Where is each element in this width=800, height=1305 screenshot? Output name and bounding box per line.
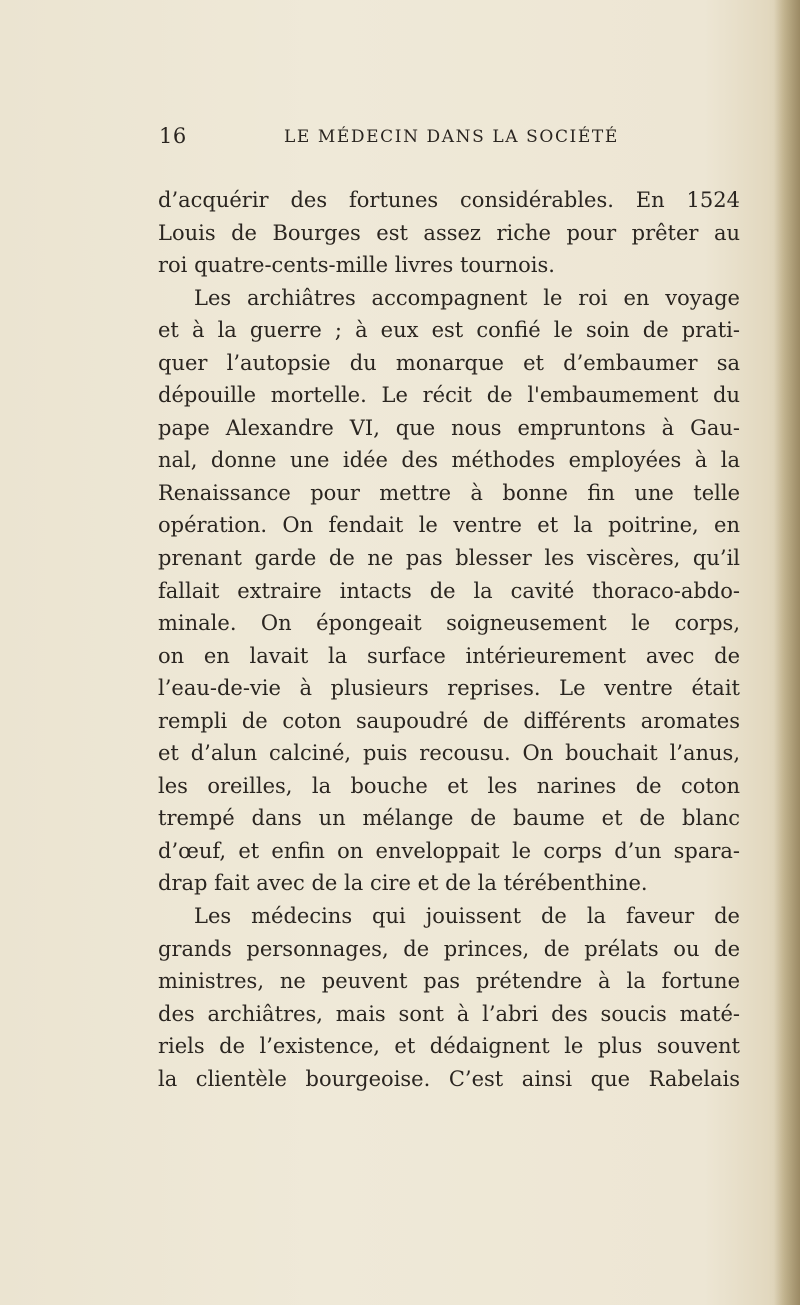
- text-line: dépouille mortelle. Le récit de l'embaumement du: [158, 383, 740, 408]
- text-line: minale. On épongeait soigneusement le corps,: [158, 611, 740, 636]
- text-line: trempé dans un mélange de baume et de blanc: [158, 806, 740, 831]
- text-line: d’acquérir des fortunes considérables. En 1524: [158, 188, 740, 212]
- body-text: [158, 184, 740, 1095]
- text-line: quer l’autopsie du monarque et d’embaumer sa: [158, 350, 740, 375]
- text-line: fallait extraire intacts de la cavité thoraco-abdo-: [158, 578, 740, 603]
- text-line: Les médecins qui jouissent de la faveur de: [194, 904, 740, 929]
- text-line: prenant garde de ne pas blesser les viscères, qu’il: [158, 546, 740, 571]
- text-line: rempli de coton saupoudré de différents aromates: [158, 708, 740, 733]
- page-edge-shadow: [774, 0, 800, 1305]
- text-line: des archiâtres, mais sont à l’abri des soucis maté-: [158, 1001, 740, 1026]
- text-line: riels de l’existence, et dédaignent le plus souvent: [158, 1034, 740, 1059]
- running-head: [0, 124, 800, 154]
- text-line: ministres, ne peuvent pas prétendre à la fortune: [158, 969, 740, 994]
- text-line: grands personnages, de princes, de prélats ou de: [158, 936, 740, 961]
- page-number: 16: [159, 124, 187, 148]
- text-line: Les archiâtres accompagnent le roi en voyage: [194, 285, 740, 310]
- text-line: et à la guerre ; à eux est confié le soin de prati-: [158, 318, 740, 343]
- running-title: LE MÉDECIN DANS LA SOCIÉTÉ: [284, 127, 619, 147]
- text-line: Louis de Bourges est assez riche pour prêter au: [158, 220, 740, 245]
- text-line: drap fait avec de la cire et de la térébenthine.: [158, 871, 648, 896]
- text-line: la clientèle bourgeoise. C’est ainsi que Rabelais: [158, 1066, 740, 1091]
- text-line: Renaissance pour mettre à bonne fin une telle: [158, 480, 740, 505]
- text-line: on en lavait la surface intérieurement avec de: [158, 643, 740, 668]
- text-line: roi quatre-cents-mille livres tournois.: [158, 253, 555, 278]
- text-line: opération. On fendait le ventre et la poitrine, en: [158, 513, 740, 538]
- text-line: pape Alexandre VI, que nous empruntons à Gau-: [158, 415, 740, 440]
- text-line: et d’alun calciné, puis recousu. On bouchait l’anus,: [158, 741, 740, 766]
- text-line: l’eau-de-vie à plusieurs reprises. Le ventre était: [158, 676, 740, 701]
- text-line: nal, donne une idée des méthodes employées à la: [158, 448, 740, 473]
- text-line: les oreilles, la bouche et les narines de coton: [158, 773, 740, 798]
- text-line: d’œuf, et enfin on enveloppait le corps d’un spara-: [158, 838, 740, 863]
